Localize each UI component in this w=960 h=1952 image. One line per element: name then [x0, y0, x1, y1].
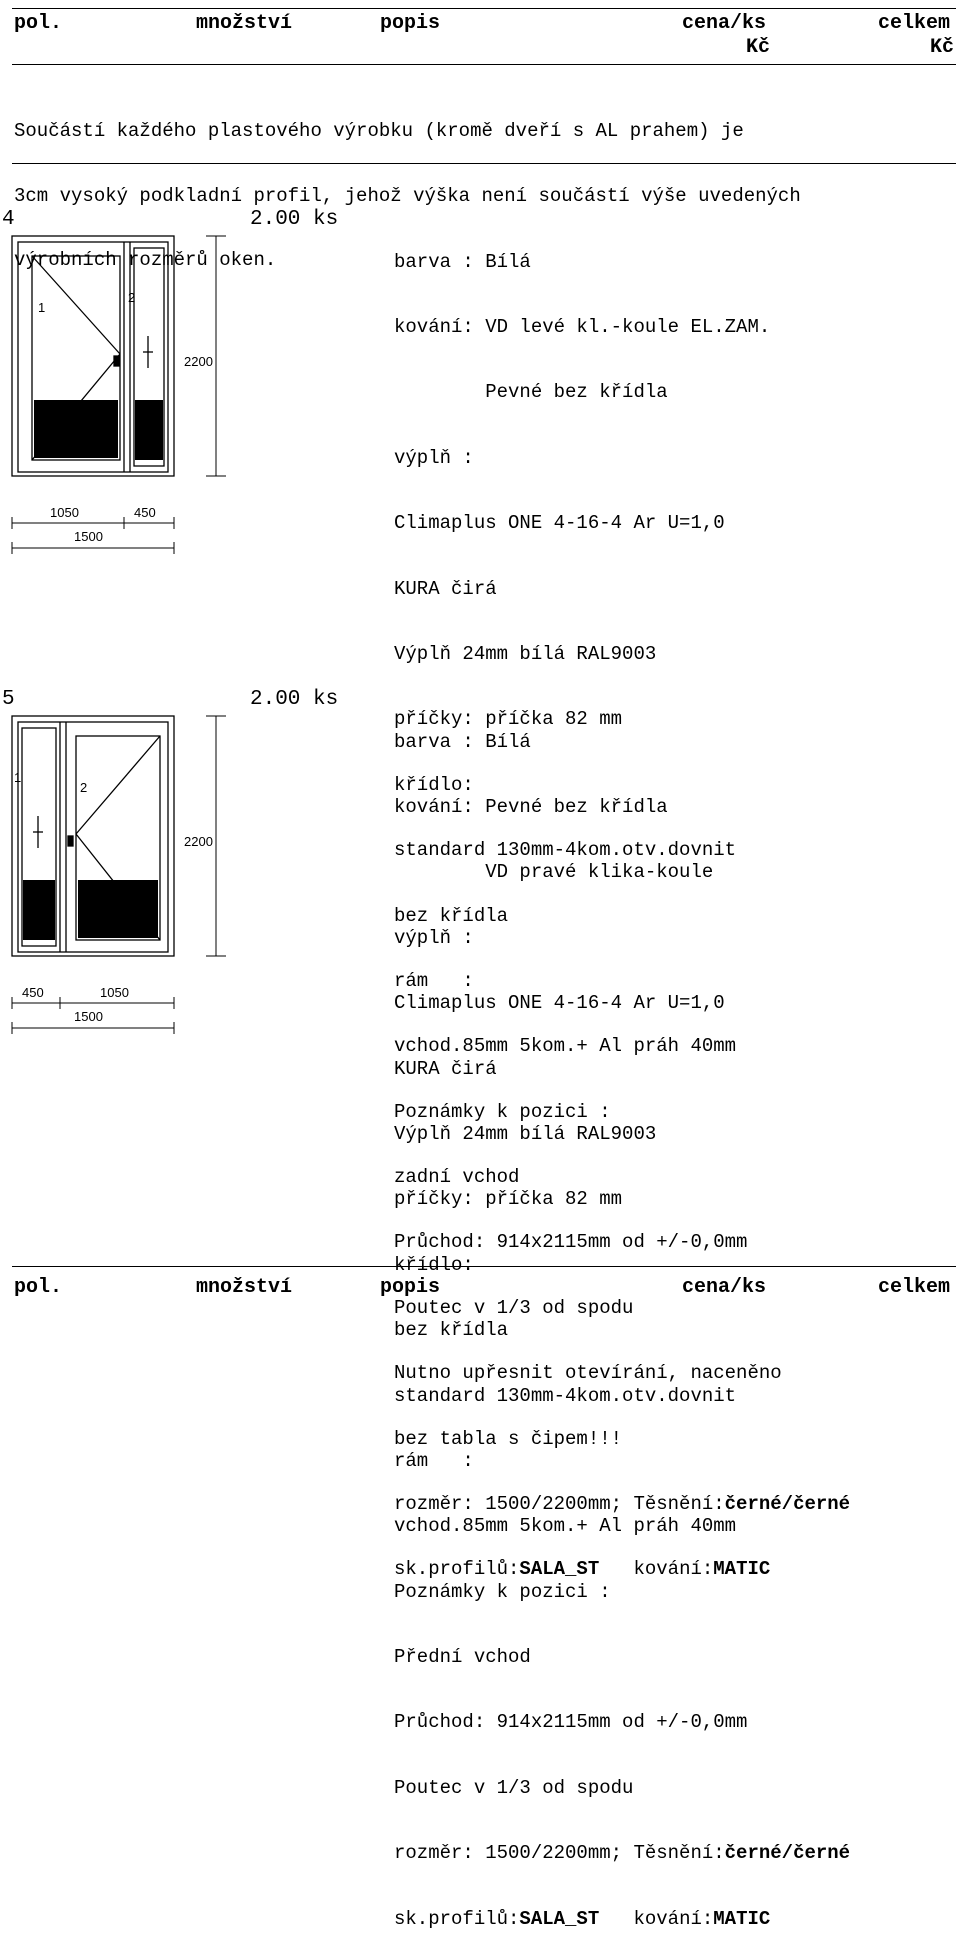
sash-label: 1 — [14, 770, 22, 785]
seal-value: černé/černé — [724, 1493, 851, 1516]
profile-line: sk.profilů:SALA_ST kování:MATIC — [394, 1907, 771, 1930]
footer-qty: množství — [196, 1276, 293, 1299]
door-drawing-item-4 — [4, 228, 244, 558]
spec-line: barva : Bílá — [394, 250, 531, 273]
spec-line: VD pravé klika-koule — [394, 861, 714, 884]
spec-line: KURA čirá — [394, 577, 497, 600]
spec-line: vchod.85mm 5kom.+ Al práh 40mm — [394, 1035, 737, 1058]
opaque-panel — [135, 400, 163, 460]
opaque-panel — [23, 880, 55, 940]
sash-label: 2 — [80, 780, 88, 795]
spec-line: bez křídla — [394, 1319, 509, 1342]
opening-line — [76, 736, 160, 834]
size-line: rozměr: 1500/2200mm; Těsnění:černé/černé — [394, 1842, 851, 1865]
spec-line: bez křídla — [394, 904, 509, 927]
spec-line: Poznámky k pozici : — [394, 1580, 611, 1603]
height-dimension: 2200 — [184, 354, 213, 369]
footer-rule — [12, 1266, 956, 1267]
spec-line: výplň : — [394, 926, 474, 949]
seal-value: černé/černé — [724, 1842, 851, 1865]
header-desc: popis — [380, 12, 441, 35]
header-price: cena/ks — [682, 12, 767, 35]
spec-line: Climaplus ONE 4-16-4 Ar U=1,0 — [394, 992, 725, 1015]
spec-line: standard 130mm-4kom.otv.dovnit — [394, 1384, 737, 1407]
opaque-panel — [34, 400, 118, 458]
note-line: 3cm vysoký podkladní profil, jehož výška není součástí výše uvedených — [14, 184, 801, 207]
spec-line: Pevné bez křídla — [394, 381, 668, 404]
header-rule — [12, 8, 956, 9]
opaque-panel — [78, 880, 158, 938]
spec-line: kování: Pevné bez křídla — [394, 795, 668, 818]
header-total: celkem — [878, 12, 951, 35]
spec-line: barva : Bílá — [394, 730, 531, 753]
spec-line: křídlo: — [394, 1253, 474, 1276]
item-quantity: 2.00 ks — [250, 688, 339, 711]
spec-line: Nutno upřesnit otevírání, naceněno — [394, 1362, 782, 1385]
spec-line: standard 130mm-4kom.otv.dovnit — [394, 839, 737, 862]
spec-line: Výplň 24mm bílá RAL9003 — [394, 1122, 657, 1145]
footer-total: celkem — [878, 1276, 951, 1299]
header-rule-bottom — [12, 64, 956, 65]
width-dimension: 1050 — [50, 505, 79, 520]
spec-line: Výplň 24mm bílá RAL9003 — [394, 642, 657, 665]
spec-line: křídlo: — [394, 773, 474, 796]
spec-line: Poutec v 1/3 od spodu — [394, 1776, 634, 1799]
spec-line: Průchod: 914x2115mm od +/-0,0mm — [394, 1711, 748, 1734]
spec-line: rám : — [394, 1449, 474, 1472]
header-pos: pol. — [14, 12, 63, 35]
sash-label: 1 — [38, 300, 46, 315]
width-total-dimension: 1500 — [74, 529, 103, 544]
hardware-value: MATIC — [713, 1558, 771, 1581]
spec-line: Průchod: 914x2115mm od +/-0,0mm — [394, 1231, 748, 1254]
spec-line: Climaplus ONE 4-16-4 Ar U=1,0 — [394, 512, 725, 535]
height-dimension: 2200 — [184, 834, 213, 849]
profile-line: sk.profilů:SALA_ST kování:MATIC — [394, 1558, 771, 1581]
width-total-dimension: 1500 — [74, 1009, 103, 1024]
spec-line: kování: VD levé kl.-koule EL.ZAM. — [394, 315, 771, 338]
footer-price: cena/ks — [682, 1276, 767, 1299]
item-position-number: 4 — [2, 208, 15, 231]
handle-icon — [68, 836, 73, 846]
item-position-number: 5 — [2, 688, 15, 711]
spec-line: zadní vchod — [394, 1166, 520, 1189]
spec-line: Poutec v 1/3 od spodu — [394, 1296, 634, 1319]
item-quantity: 2.00 ks — [250, 208, 339, 231]
sash-label: 2 — [128, 290, 136, 305]
spec-line: vchod.85mm 5kom.+ Al práh 40mm — [394, 1515, 737, 1538]
width-dimension: 1050 — [100, 985, 129, 1000]
profile-value: SALA_ST — [519, 1907, 600, 1930]
spec-line: Přední vchod — [394, 1646, 531, 1669]
header-qty: množství — [196, 12, 293, 35]
footer-pos: pol. — [14, 1276, 63, 1299]
spec-line: Poznámky k pozici : — [394, 1100, 611, 1123]
handle-icon — [114, 356, 119, 366]
header-total-unit: Kč — [930, 36, 955, 59]
hardware-value: MATIC — [713, 1907, 771, 1930]
note-line: Součástí každého plastového výrobku (kromě dveří s AL prahem) je — [14, 120, 744, 142]
spec-line: výplň : — [394, 446, 474, 469]
spec-line: bez tabla s čipem!!! — [394, 1427, 623, 1450]
note-line: výrobních rozměrů oken. — [14, 249, 277, 271]
width-dimension: 450 — [134, 505, 156, 520]
door-drawing-item-5 — [4, 708, 244, 1038]
spec-line: KURA čirá — [394, 1057, 497, 1080]
width-dimension: 450 — [22, 985, 44, 1000]
profile-value: SALA_ST — [519, 1558, 600, 1581]
footer-desc: popis — [380, 1276, 441, 1299]
note-separator — [12, 163, 956, 164]
header-price-unit: Kč — [746, 36, 771, 59]
spec-line: příčky: příčka 82 mm — [394, 1188, 623, 1211]
spec-line: rám : — [394, 969, 474, 992]
spec-line: příčky: příčka 82 mm — [394, 708, 623, 731]
size-line: rozměr: 1500/2200mm; Těsnění:černé/černé — [394, 1493, 851, 1516]
item-spec — [394, 688, 850, 1952]
